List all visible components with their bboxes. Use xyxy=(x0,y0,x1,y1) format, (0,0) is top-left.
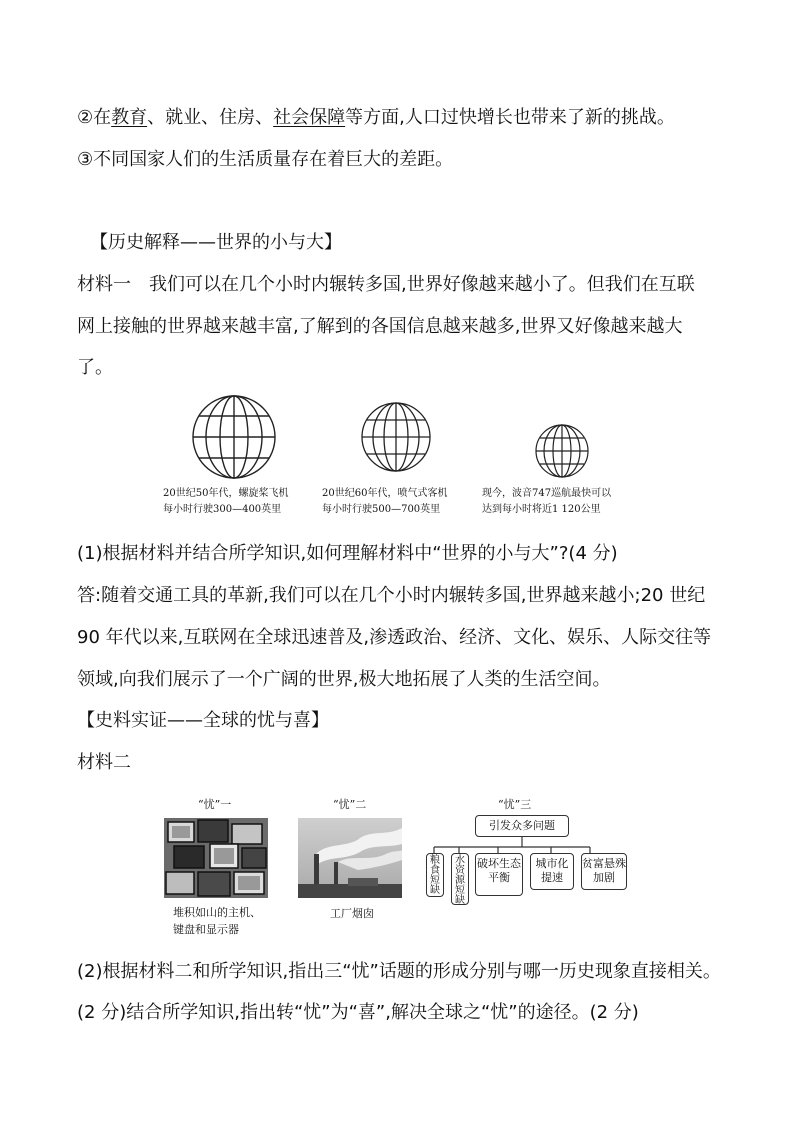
intro-line-2: ②在教育、就业、住房、社会保障等方面,人口过快增长也带来了新的挑战。 xyxy=(77,107,675,128)
worry3-title: “忧”三 xyxy=(498,798,532,811)
globe-icon-medium xyxy=(362,403,430,471)
question-2-line2: (2 分)结合所学知识,指出转“忧”为“喜”,解决全球之“忧”的途径。(2 分) xyxy=(77,1002,639,1023)
worry1-title: “忧”一 xyxy=(198,798,232,811)
leaf-food-shortage: 粮食短缺 xyxy=(426,853,444,897)
question-1: (1)根据材料并结合所学知识,如何理解材料中“世界的小与大”?(4 分) xyxy=(77,543,618,564)
leaf-wealth-gap: 贫富悬殊加剧 xyxy=(581,853,627,890)
factory-chimney-image xyxy=(298,818,402,898)
worry3-root-node: 引发众多问题 xyxy=(475,815,569,837)
worry2-title: “忧”二 xyxy=(333,798,367,811)
question-2-line1: (2)根据材料二和所学知识,指出三“忧”话题的形成分别与哪一历史现象直接相关。 xyxy=(77,961,721,982)
material1-line3: 了。 xyxy=(77,357,113,378)
material1-line1: 材料一 我们可以在几个小时内辗转多国,世界好像越来越小了。但我们在互联 xyxy=(77,274,695,295)
answer-line3: 领域,向我们展示了一个广阔的世界,极大地拓展了人类的生活空间。 xyxy=(77,669,611,690)
underlined-education: 教育 xyxy=(111,107,148,128)
section2-heading: 【史料实证——全球的忧与喜】 xyxy=(77,710,329,731)
computer-pile-image xyxy=(164,818,268,898)
leaf-ecology: 破坏生态平衡 xyxy=(475,853,523,896)
answer-line1: 答:随着交通工具的革新,我们可以在几个小时内辗转多国,世界越来越小;20 世纪 xyxy=(77,585,706,606)
globe-icon-small xyxy=(536,425,588,477)
intro-line-3: ③不同国家人们的生活质量存在着巨大的差距。 xyxy=(77,149,454,170)
underlined-social-security: 社会保障 xyxy=(273,107,346,128)
material1-line2: 网上接触的世界越来越丰富,了解到的各国信息越来越多,世界又好像越来越大 xyxy=(77,316,683,337)
leaf-water-shortage: 水资源短缺 xyxy=(451,853,469,905)
leaf-urbanization: 城市化提速 xyxy=(530,853,574,890)
globe-caption-3: 现今，波音747巡航最快可以 达到每小时将近1 120公里 xyxy=(482,488,612,515)
material2-label: 材料二 xyxy=(77,752,131,773)
answer-line2: 90 年代以来,互联网在全球迅速普及,渗透政治、经济、文化、娱乐、人际交往等 xyxy=(77,627,712,648)
worry1-caption: 堆积如山的主机、 键盘和显示器 xyxy=(173,906,261,936)
globe-caption-1: 20世纪50年代，螺旋桨飞机 每小时行驶300—400英里 xyxy=(163,488,289,515)
globe-caption-2: 20世纪60年代，喷气式客机 每小时行驶500—700英里 xyxy=(322,488,448,515)
globe-icon-large xyxy=(193,396,275,478)
section1-heading: 【历史解释——世界的小与大】 xyxy=(90,232,342,253)
worry2-caption: 工厂烟囱 xyxy=(330,907,374,920)
